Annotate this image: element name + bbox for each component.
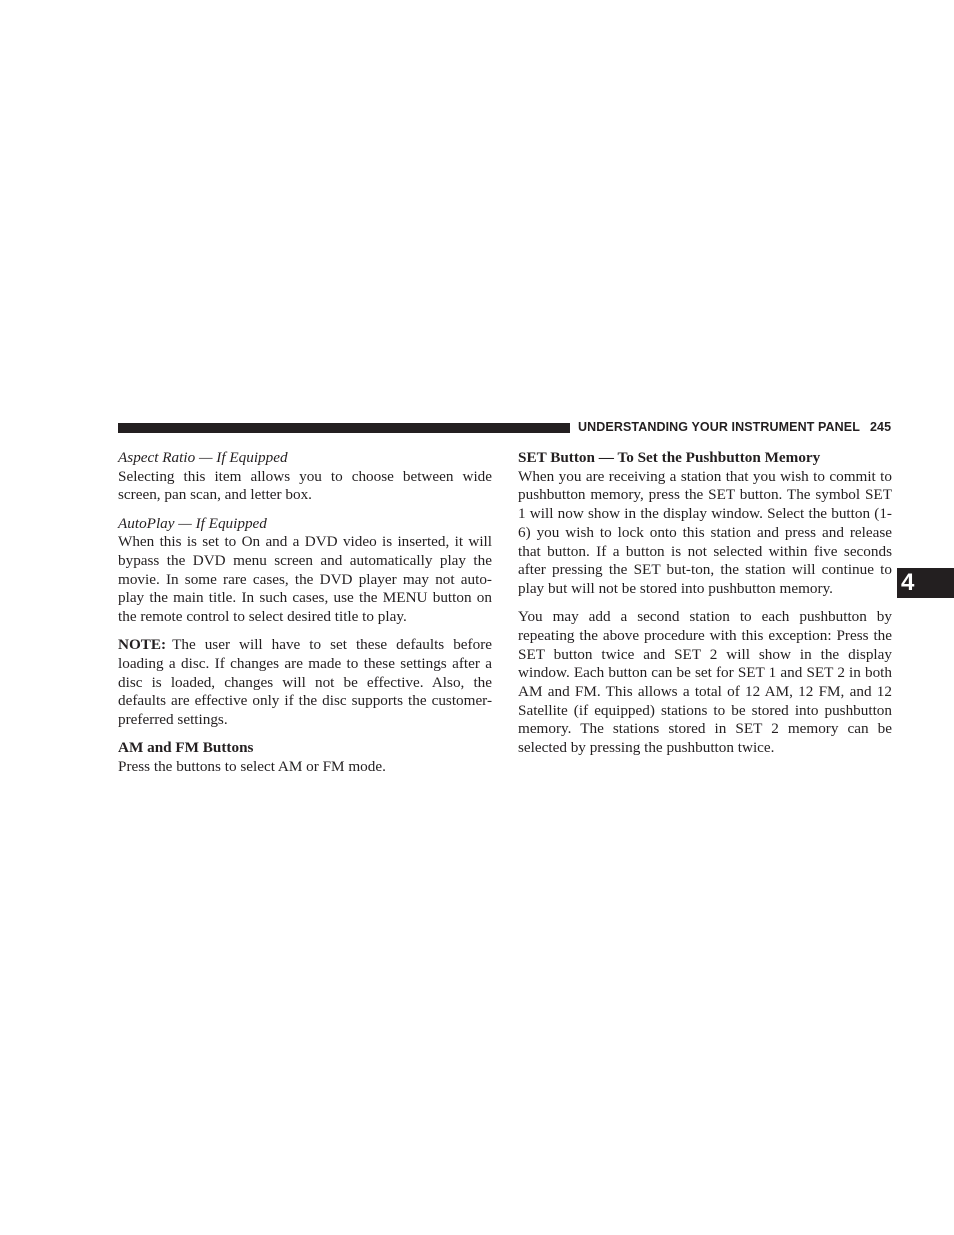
set-button-section xyxy=(518,449,892,599)
autoplay-body: When this is set to On and a DVD video is inserted, it will bypass the DVD menu screen and automatically play the movie. In some rare cases, the DVD player may not auto-play the main title. In such cases, use the MENU button on the remote control to select desired title to play. xyxy=(118,533,492,626)
aspect-ratio-section xyxy=(118,449,492,505)
note-paragraph xyxy=(118,636,492,730)
aspect-ratio-heading: Aspect Ratio — If Equipped xyxy=(118,449,288,466)
autoplay-heading: AutoPlay — If Equipped xyxy=(118,514,267,532)
second-station-body: You may add a second station to each pushbutton by repeating the above procedure with this exception: Press the SET button twice and SET 2 will show in the display window. Each button can be set for SET 1 and SET 2 in both AM and FM. This allows a total of 12 AM, 12 FM, and 12 Satellite (if equipped) stations to be stored into pushbutton memory. The stations stored in SET 2 memory can be selected by pressing the pushbutton twice. xyxy=(518,608,892,757)
note-body: The user will have to set these defaults before loading a disc. If changes are made to these settings after a disc is loaded, changes will not be effective. Also, the defaults are effective only if the disc supports the customer-preferred settings. xyxy=(118,636,492,729)
left-column xyxy=(118,449,492,786)
section-title: UNDERSTANDING YOUR INSTRUMENT PANEL xyxy=(578,420,860,434)
note-section xyxy=(118,636,492,730)
set-button-heading: SET Button — To Set the Pushbutton Memory xyxy=(518,449,821,466)
running-header xyxy=(578,420,891,434)
note-label: NOTE: xyxy=(118,636,167,654)
autoplay-section xyxy=(118,515,492,627)
am-fm-body: Press the buttons to select AM or FM mode. xyxy=(118,758,386,776)
page-number: 245 xyxy=(869,420,892,434)
right-column xyxy=(518,449,892,767)
aspect-ratio-body: Selecting this item allows you to choose between wide screen, pan scan, and letter box. xyxy=(118,467,492,504)
set-button-body: When you are receiving a station that you wish to commit to pushbutton memory, press the SET button. The symbol SET 1 will now show in the display window. Select the button (1-6) you wish to lock onto this station and press and release that button. If a button is not selected within five seconds after pressing the SET but-ton, the station will continue to play but will not be stored into pushbutton memory. xyxy=(518,467,892,597)
chapter-tab: 4 xyxy=(897,568,954,598)
am-fm-heading: AM and FM Buttons xyxy=(118,739,254,757)
am-fm-section xyxy=(118,739,492,776)
header-rule xyxy=(118,423,570,433)
second-station-section xyxy=(518,608,892,758)
